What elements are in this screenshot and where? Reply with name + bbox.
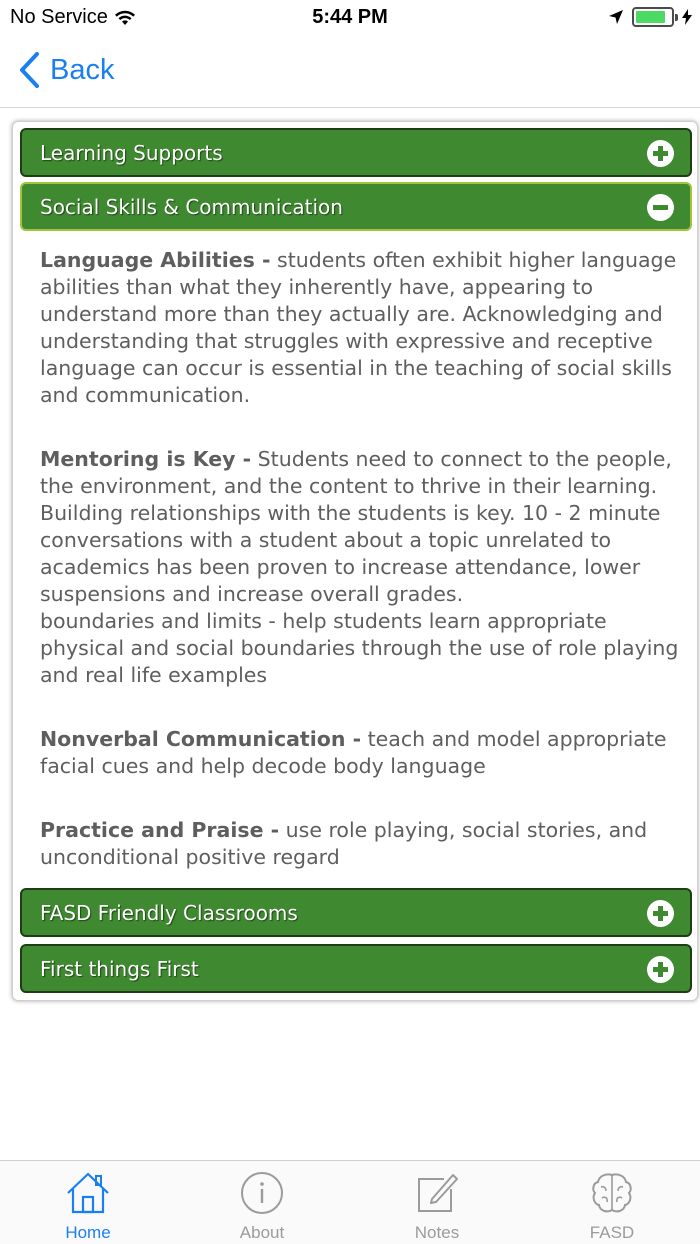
- content-paragraph-practice-praise: [40, 817, 680, 871]
- content-paragraph-nonverbal: [40, 726, 680, 780]
- info-icon: [239, 1171, 285, 1215]
- expand-plus-icon[interactable]: [647, 956, 674, 983]
- tab-home[interactable]: [28, 1171, 148, 1243]
- term-description: students often exhibit higher language abilities than what they inherently have, appearing to understand more than they actually are. Acknowledging and understanding that struggles with expressive and receptive language can occur is essential in the teaching of social skills and communication.: [40, 248, 677, 407]
- location-arrow-icon: [608, 9, 624, 25]
- section-header-social-skills[interactable]: [20, 182, 692, 231]
- section-header-first-things-first[interactable]: [20, 944, 692, 993]
- section-title: FASD Friendly Classrooms: [40, 900, 298, 925]
- battery-nub: [675, 14, 678, 21]
- status-bar: [0, 0, 700, 38]
- tab-about[interactable]: [202, 1171, 322, 1243]
- term-description: teach and model appropriate facial cues and help decode body language: [40, 727, 667, 778]
- section-header-learning-supports[interactable]: [20, 128, 692, 177]
- tab-label: Notes: [414, 1223, 460, 1242]
- term-description: use role playing, social stories, and unconditional positive regard: [40, 818, 648, 869]
- tab-label: Home: [65, 1223, 111, 1242]
- expand-plus-icon[interactable]: [647, 140, 674, 167]
- notes-icon: [414, 1171, 460, 1215]
- status-right-group: [608, 7, 692, 27]
- content-paragraph-language-abilities: [40, 247, 680, 409]
- carrier-label: No Service: [10, 6, 108, 28]
- back-button[interactable]: [18, 52, 114, 88]
- expand-plus-icon[interactable]: [647, 900, 674, 927]
- tab-notes[interactable]: [377, 1171, 497, 1243]
- navigation-bar: [0, 38, 700, 108]
- chevron-left-icon: [18, 52, 40, 88]
- tab-fasd[interactable]: [552, 1171, 672, 1243]
- term-label: Nonverbal Communication -: [40, 727, 362, 751]
- brain-icon: [589, 1171, 635, 1215]
- section-header-fasd-friendly-classrooms[interactable]: [20, 888, 692, 937]
- status-time: 5:44 PM: [312, 6, 388, 28]
- section-title: First things First: [40, 956, 199, 981]
- tab-label: About: [239, 1223, 285, 1242]
- battery-level-fill: [636, 11, 665, 23]
- term-description: Students need to connect to the people, the environment, and the content to thrive in their learning. Building relationships with the students is key. 10 - 2 minute conversations with a student about a topic unrelated to academics has been proven to increase attendance, lower suspensions and increase overall grades. boundaries and limits - help students learn appropriate physical and social boundaries through the use of role playing and real life examples: [40, 447, 679, 687]
- term-label: Language Abilities -: [40, 248, 271, 272]
- battery-icon: [632, 7, 674, 27]
- home-icon: [65, 1171, 111, 1215]
- term-label: Mentoring is Key -: [40, 447, 252, 471]
- section-content-social-skills: [40, 247, 680, 908]
- content-paragraph-mentoring: [40, 446, 680, 689]
- section-title: Learning Supports: [40, 140, 223, 165]
- term-label: Practice and Praise -: [40, 818, 280, 842]
- tab-label: FASD: [589, 1223, 635, 1242]
- tab-bar: [0, 1160, 700, 1244]
- collapse-minus-icon[interactable]: [647, 194, 674, 221]
- back-button-label: Back: [50, 53, 115, 86]
- section-title: Social Skills & Communication: [40, 194, 343, 219]
- accordion-panel: [12, 121, 698, 1001]
- charging-bolt-icon: [682, 9, 692, 25]
